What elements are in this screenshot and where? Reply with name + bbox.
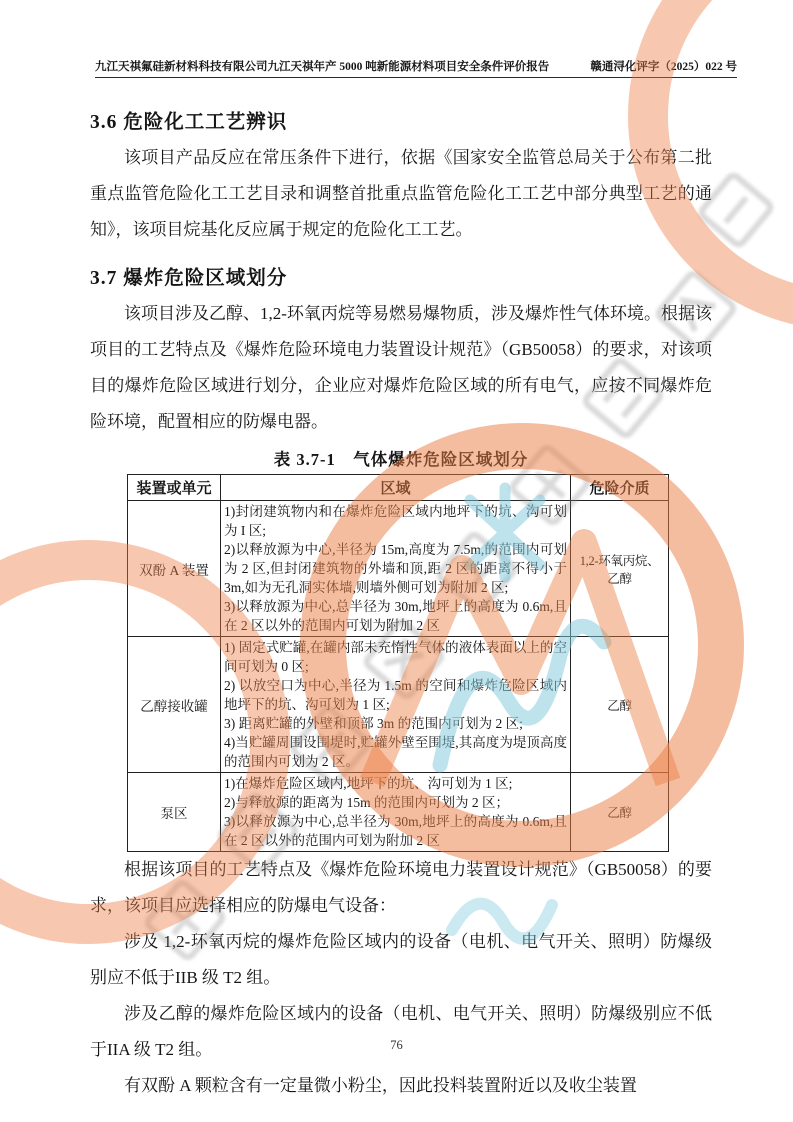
zone-item: 2)与释放源的距离为 15m 的范围内可划为 2 区； xyxy=(224,795,509,810)
medium-cell: 1,2-环氧丙烷、乙醇 xyxy=(571,501,669,637)
col-header-zone: 区域 xyxy=(221,475,571,501)
zone-item: 1)封闭建筑物内和在爆炸危险区域内地坪下的坑、沟可划为 I 区; xyxy=(224,504,567,538)
medium-cell: 乙醇 xyxy=(571,773,669,852)
zone-item: 2)以释放源为中心,半径为 15m,高度为 7.5m,的范围内可划为 2 区,但封闭建筑物的外墙和顶,距 2 区的距离不得小于 3m,如为无孔洞实体墙,则墙外侧可划为附加 2 区; xyxy=(224,542,567,595)
section-heading-3-6: 3.6 危险化工工艺辨识 xyxy=(90,112,288,133)
section-3-6-paragraph: 该项目产品反应在常压条件下进行，依据《国家安全监管总局关于公布第二批重点监管危险化工工艺目录和调整首批重点监管危险化工工艺中部分典型工艺的通知》，该项目烷基化反应属于规定的危险化工工艺。 xyxy=(90,148,712,239)
col-header-unit: 装置或单元 xyxy=(128,475,221,501)
medium-cell: 乙醇 xyxy=(571,637,669,773)
zone-item: 3)以释放源为中心,总半径为 30m,地坪上的高度为 0.6m,且在 2 区以外的范围内可划为附加 2 区 xyxy=(224,599,567,633)
section-3-7-paragraph: 该项目涉及乙醇、1,2-环氧丙烷等易燃易爆物质，涉及爆炸性气体环境。根据该项目的工艺特点及《爆炸危险环境电力装置设计规范》（GB50058）的要求，对该项目的爆炸危险区域进行划分，企业应对爆炸危险区域的所有电气，应按不同爆炸危险环境，配置相应的防爆电器。 xyxy=(90,304,712,431)
zone-item: 4)当贮罐周围设围堤时,贮罐外壁至围堤,其高度为堤顶高度的范围内可划为 2 区。 xyxy=(224,735,567,769)
section-heading-3-7: 3.7 爆炸危险区域划分 xyxy=(90,268,288,289)
zone-cell xyxy=(221,501,571,637)
table-row xyxy=(128,637,669,773)
unit-cell: 泵区 xyxy=(128,773,221,852)
col-header-medium: 危险介质 xyxy=(571,475,669,501)
zone-item: 2) 以放空口为中心,半径为 1.5m 的空间和爆炸危险区域内地坪下的坑、沟可划为 1 区; xyxy=(224,678,567,712)
table-header-row xyxy=(128,475,669,501)
conclusion-paragraph: 涉及乙醇的爆炸危险区域内的设备（电机、电气开关、照明）防爆级别应不低于IIA 级 T2 组。 xyxy=(90,1004,712,1059)
table-caption: 表 3.7-1 气体爆炸危险区域划分 xyxy=(273,450,529,469)
page-number: 76 xyxy=(390,1038,403,1052)
header-report-title: 九江天祺氟硅新材料科技有限公司九江天祺年产 5000 吨新能源材料项目安全条件评价报告 xyxy=(95,61,550,73)
explosion-zone-table xyxy=(127,474,669,852)
zone-cell xyxy=(221,773,571,852)
document-body xyxy=(90,92,712,1104)
table-row xyxy=(128,773,669,852)
zone-item: 1)在爆炸危险区域内,地坪下的坑、沟可划为 1 区; xyxy=(224,776,513,791)
conclusion-paragraph: 根据该项目的工艺特点及《爆炸危险环境电力装置设计规范》（GB50058）的要求，该项目应选择相应的防爆电气设备： xyxy=(90,860,712,915)
zone-cell xyxy=(221,637,571,773)
unit-cell: 双酚 A 装置 xyxy=(128,501,221,637)
conclusion-paragraph: 有双酚 A 颗粒含有一定量微小粉尘，因此投料装置附近以及收尘装置 xyxy=(124,1076,637,1095)
zone-item: 3)以释放源为中心,总半径为 30m,地坪上的高度为 0.6m,且在 2 区以外的范围内可划为附加 2 区 xyxy=(224,814,567,848)
conclusion-paragraph: 涉及 1,2-环氧丙烷的爆炸危险区域内的设备（电机、电气开关、照明）防爆级别应不低于IIB 级 T2 组。 xyxy=(90,932,712,987)
zone-item: 3) 距离贮罐的外壁和顶部 3m 的范围内可划为 2 区; xyxy=(224,716,523,731)
unit-cell: 乙醇接收罐 xyxy=(128,637,221,773)
header-doc-number: 赣通浔化评字（2025）022 号 xyxy=(590,61,737,73)
zone-item: 1) 固定式贮罐,在罐内部未充惰性气体的液体表面以上的空间可划为 0 区; xyxy=(224,640,567,674)
page-header xyxy=(95,58,737,78)
table-row xyxy=(128,501,669,637)
